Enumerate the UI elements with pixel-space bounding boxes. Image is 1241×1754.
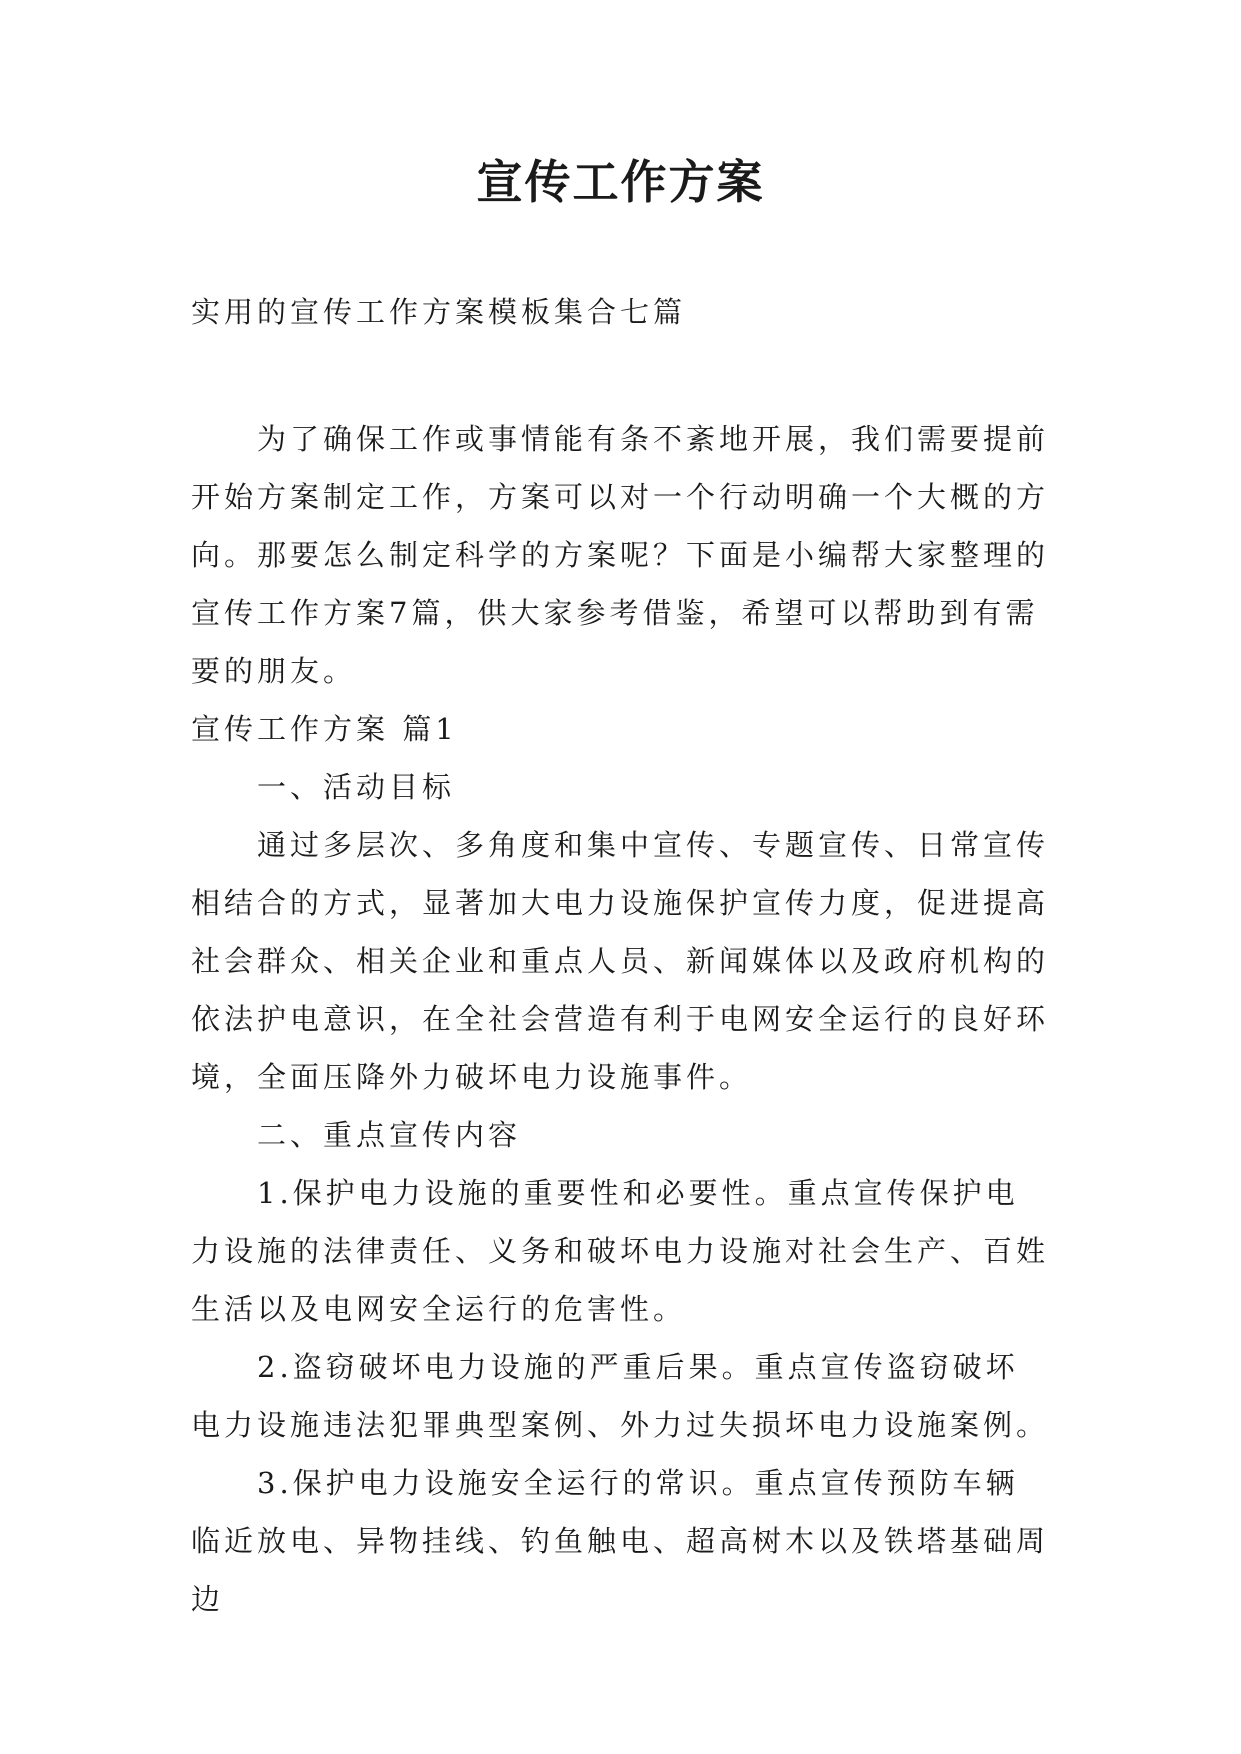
heading-key-content: 二、重点宣传内容 — [257, 1118, 522, 1152]
section-heading: 宣传工作方案 篇1 — [191, 712, 458, 746]
list-item-1: 1.保护电力设施的重要性和必要性。重点宣传保护电力设施的法律责任、义务和破坏电力设施对社会生产、百姓生活以及电网安全运行的危害性。 — [191, 1176, 1050, 1326]
list-item-2: 2.盗窃破坏电力设施的严重后果。重点宣传盗窃破坏电力设施违法犯罪典型案例、外力过失损坏电力设施案例。 — [191, 1350, 1050, 1442]
intro-paragraph: 为了确保工作或事情能有条不紊地开展，我们需要提前开始方案制定工作，方案可以对一个行动明确一个大概的方向。那要怎么制定科学的方案呢？下面是小编帮大家整理的宣传工作方案7篇，供大家参考借鉴，希望可以帮助到有需要的朋友。 — [191, 422, 1050, 688]
list-item-3: 3.保护电力设施安全运行的常识。重点宣传预防车辆临近放电、异物挂线、钓鱼触电、超高树木以及铁塔基础周边 — [191, 1466, 1050, 1616]
document-title: 宣传工作方案 — [476, 155, 765, 209]
goal-paragraph: 通过多层次、多角度和集中宣传、专题宣传、日常宣传相结合的方式，显著加大电力设施保护宣传力度，促进提高社会群众、相关企业和重点人员、新闻媒体以及政府机构的依法护电意识，在全社会营造有利于电网安全运行的良好环境，全面压降外力破坏电力设施事件。 — [191, 828, 1050, 1094]
document-body — [191, 410, 1051, 1628]
heading-activity-goal: 一、活动目标 — [257, 770, 456, 804]
document-subtitle: 实用的宣传工作方案模板集合七篇 — [191, 295, 687, 329]
